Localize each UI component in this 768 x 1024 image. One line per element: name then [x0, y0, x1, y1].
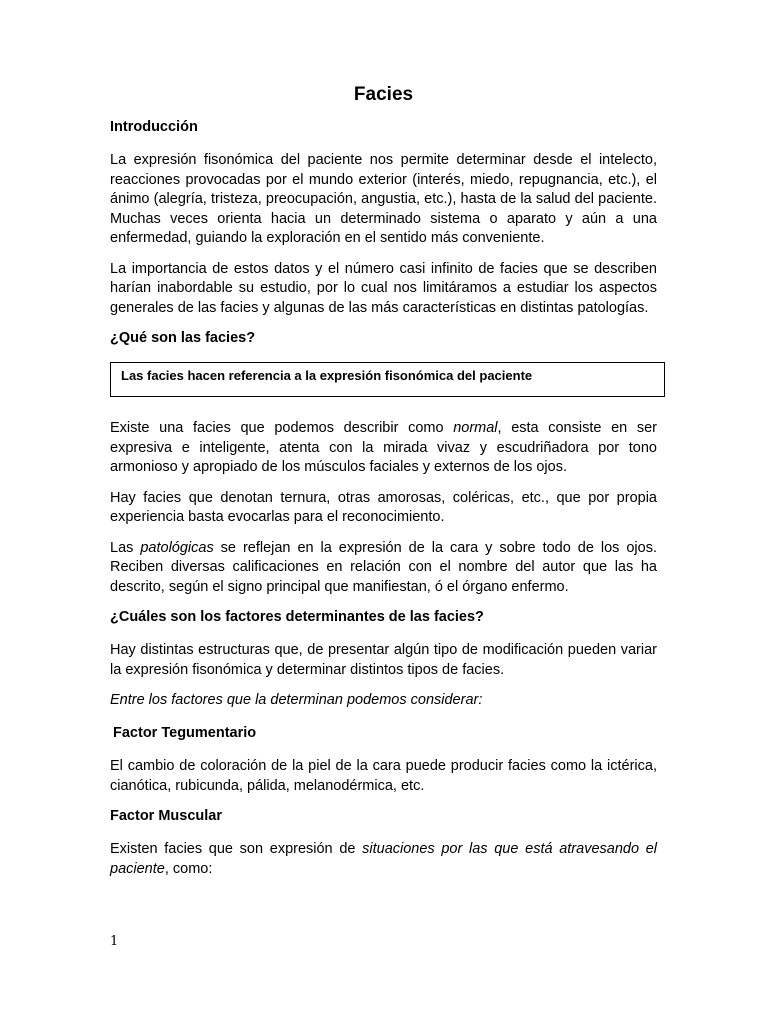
paragraph-factores: Hay distintas estructuras que, de presentar algún tipo de modificación pueden variar la expresión fisonómica y determinar distintos tipos de facies.: [110, 642, 657, 678]
section-heading-tegumentario: Factor Tegumentario: [113, 725, 257, 741]
paragraph-patologicas-lead: Las: [110, 539, 141, 556]
paragraph-ternura: Hay facies que denotan ternura, otras amorosas, coléricas, etc., que por propia experiencia basta evocarlas para el reconocimiento.: [110, 489, 657, 525]
paragraph-intro-1: La expresión fisonómica del paciente nos permite determinar desde el intelecto, reacciones provocadas por el mundo exterior (interés, miedo, repugnancia, etc.), el ánimo (alegría, tristeza, preocupación, angustia, etc.), hasta de la salud del paciente. Muchas veces orienta hacia un determinado sistema o aparato y aún a una enfermedad, guiando la exploración en el sentido más conveniente.: [110, 152, 657, 246]
section-heading-factores: ¿Cuáles son los factores determinantes de las facies?: [110, 609, 484, 625]
paragraph-patologicas: [110, 539, 657, 598]
paragraph-patologicas-italic: patológicas: [140, 539, 214, 556]
document-body: [110, 84, 657, 879]
document-title: Facies: [353, 84, 414, 105]
paragraph-normal-rest: , esta consiste en ser expresiva e inteligente, atenta con la mirada vivaz y escudriñadora por tono armonioso y apropiado de los músculos faciales y externos de los ojos.: [110, 420, 658, 475]
paragraph-normal: [110, 419, 657, 478]
paragraph-tegumentario: El cambio de coloración de la piel de la cara puede producir facies como la ictérica, cianótica, rubicunda, pálida, melanodérmica, etc.: [110, 758, 657, 794]
paragraph-muscular-rest: , como:: [164, 860, 213, 877]
paragraph-factores-italic: Entre los factores que la determinan podemos considerar:: [110, 692, 483, 708]
page-number: 1: [110, 934, 119, 949]
paragraph-normal-lead: Existe una facies que podemos describir como: [110, 420, 454, 436]
paragraph-normal-italic: normal: [453, 420, 498, 436]
section-heading-muscular: Factor Muscular: [110, 808, 222, 824]
paragraph-patologicas-rest: se reflejan en la expresión de la cara y sobre todo de los ojos. Reciben diversas calificaciones en relación con el nombre del autor que las ha descrito, según el signo principal que manifiestan, ó el órgano enfermo.: [110, 539, 657, 595]
definition-box: Las facies hacen referencia a la expresión fisonómica del paciente: [110, 362, 665, 397]
paragraph-muscular-lead: Existen facies que son expresión de: [110, 841, 363, 857]
paragraph-muscular-italic: situaciones por las que está atravesando el paciente: [110, 841, 657, 877]
section-heading-introduccion: Introducción: [110, 119, 198, 135]
paragraph-intro-2: La importancia de estos datos y el número casi infinito de facies que se describen harían inabordable su estudio, por lo cual nos limitáramos a estudiar los aspectos generales de las facies y algunas de las más características en distintas patologías.: [110, 260, 657, 316]
paragraph-muscular: [110, 840, 657, 879]
section-heading-que-son: ¿Qué son las facies?: [110, 330, 256, 346]
